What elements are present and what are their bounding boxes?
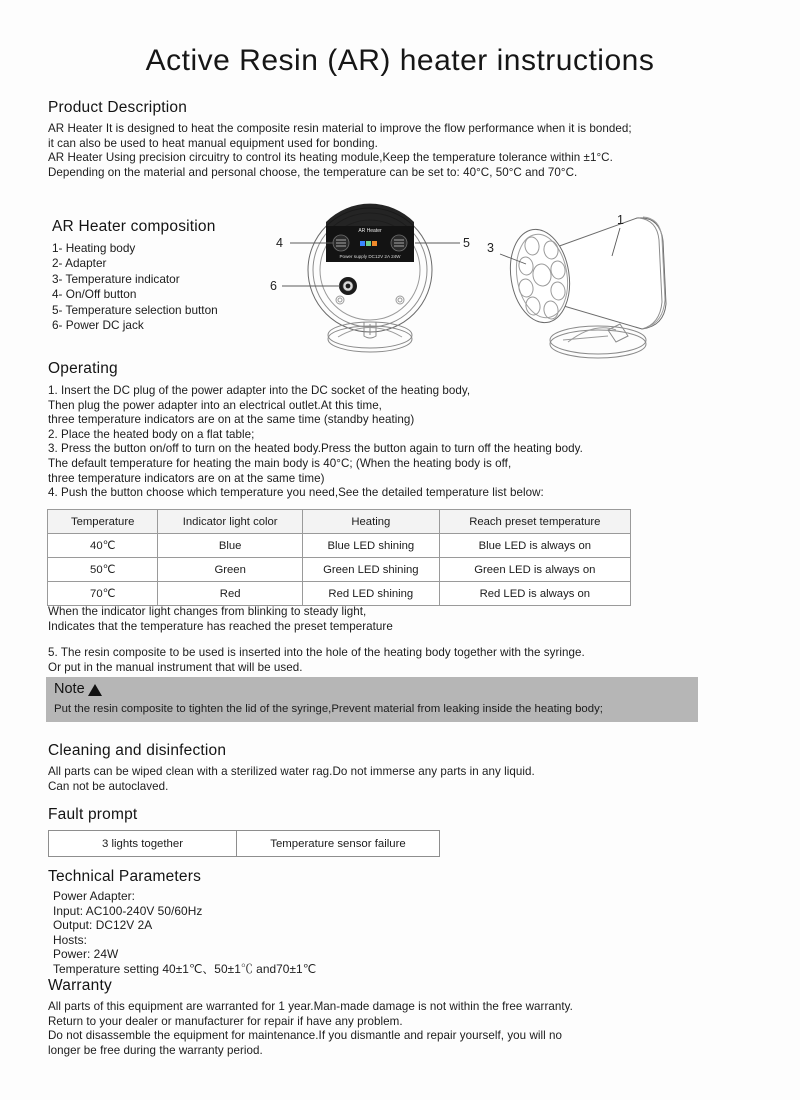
list-item: 4- On/Off button bbox=[52, 287, 137, 302]
note-body-text: Put the resin composite to tighten the lid of the syringe,Prevent material from leaking inside the heating body; bbox=[54, 703, 603, 715]
list-item: 1- Heating body bbox=[52, 241, 136, 255]
panel-brand-label: AR Heater bbox=[358, 228, 382, 234]
section-cleaning-and-disinfection bbox=[48, 742, 748, 794]
cell-fault-cause: Temperature sensor failure bbox=[237, 831, 440, 857]
callout-label-1: 1 bbox=[617, 213, 624, 227]
text-line: Hosts: bbox=[53, 932, 87, 947]
fault-prompt-table bbox=[48, 830, 440, 857]
product-diagram bbox=[268, 196, 698, 362]
warning-triangle-icon bbox=[88, 684, 102, 696]
cell-heating: Green LED shining bbox=[303, 558, 440, 582]
text-line: Input: AC100-240V 50/60Hz bbox=[53, 903, 203, 918]
table-row bbox=[48, 534, 631, 558]
text-line: 4. Push the button choose which temperature you need,See the detailed temperature list below: bbox=[48, 486, 544, 500]
technical-heading: Technical Parameters bbox=[48, 868, 202, 885]
text-line: Power Adapter: bbox=[53, 889, 136, 903]
on-off-button[interactable] bbox=[333, 235, 349, 251]
column-header-heating: Heating bbox=[303, 510, 440, 534]
technical-text bbox=[48, 889, 748, 977]
temperature-selection-button[interactable] bbox=[391, 235, 407, 251]
cell-reach-preset: Red LED is always on bbox=[439, 582, 630, 606]
product-description-text bbox=[48, 122, 758, 180]
text-line: Do not disassemble the equipment for maintenance.If you dismantle and repair yourself, you will no bbox=[48, 1029, 563, 1043]
section-warranty bbox=[48, 977, 748, 1058]
cleaning-heading: Cleaning and disinfection bbox=[48, 742, 227, 759]
composition-heading: AR Heater composition bbox=[52, 218, 216, 235]
text-line: Return to your dealer or manufacturer for repair if have any problem. bbox=[48, 1014, 403, 1028]
table-header-row bbox=[48, 510, 631, 534]
text-line: longer be free during the warranty period. bbox=[48, 1043, 263, 1057]
text-line: 2. Place the heated body on a flat table; bbox=[48, 427, 255, 441]
text-line: it can also be used to heat manual equipment used for bonding. bbox=[48, 136, 378, 150]
cell-indicator-color: Green bbox=[158, 558, 303, 582]
text-line: 3. Press the button on/off to turn on the heated body.Press the button again to turn off the heating body. bbox=[48, 442, 583, 456]
cell-reach-preset: Green LED is always on bbox=[439, 558, 630, 582]
table-row bbox=[49, 831, 440, 857]
text-line: The default temperature for heating the main body is 40°C; (When the heating body is off, bbox=[48, 456, 512, 470]
callout-label-5: 5 bbox=[463, 236, 470, 250]
list-item: 6- Power DC jack bbox=[52, 318, 144, 333]
cell-temperature: 50℃ bbox=[48, 558, 158, 582]
note-callout-box bbox=[46, 677, 698, 722]
column-header-temperature: Temperature bbox=[48, 510, 158, 534]
operating-heading: Operating bbox=[48, 360, 118, 377]
table-row bbox=[48, 558, 631, 582]
cell-heating: Red LED shining bbox=[303, 582, 440, 606]
cell-fault-symptom: 3 lights together bbox=[49, 831, 237, 857]
temperature-settings-table bbox=[47, 509, 631, 606]
note-heading-label: Note bbox=[54, 681, 85, 697]
cell-heating: Blue LED shining bbox=[303, 534, 440, 558]
text-line: Output: DC12V 2A bbox=[53, 918, 153, 933]
cleaning-text bbox=[48, 765, 748, 794]
section-fault-prompt bbox=[48, 806, 748, 857]
cell-temperature: 40℃ bbox=[48, 534, 158, 558]
operating-text bbox=[48, 384, 748, 501]
warranty-heading: Warranty bbox=[48, 977, 112, 994]
text-line: All parts can be wiped clean with a sterilized water rag.Do not immerse any parts in any liquid. bbox=[48, 765, 535, 778]
cell-temperature: 70℃ bbox=[48, 582, 158, 606]
panel-power-label: Power supply DC12V 2A 24W bbox=[339, 254, 401, 259]
product-description-heading: Product Description bbox=[48, 99, 188, 116]
device-rear-panel bbox=[326, 204, 414, 262]
text-line: When the indicator light changes from blinking to steady light, bbox=[48, 605, 367, 618]
text-line: Then plug the power adapter into an electrical outlet.At this time, bbox=[48, 398, 382, 412]
indicator-light-explanation bbox=[48, 605, 748, 634]
cell-reach-preset: Blue LED is always on bbox=[439, 534, 630, 558]
cell-indicator-color: Red bbox=[158, 582, 303, 606]
composition-list bbox=[52, 241, 302, 333]
text-line: three temperature indicators are on at the same time (standby heating) bbox=[48, 413, 415, 427]
text-line: Indicates that the temperature has reached the preset temperature bbox=[48, 619, 393, 633]
note-heading-row bbox=[54, 681, 690, 697]
section-product-description bbox=[48, 99, 758, 180]
list-item: 5- Temperature selection button bbox=[52, 302, 218, 317]
text-line: 5. The resin composite to be used is inserted into the hole of the heating body together with the syringe. bbox=[48, 646, 585, 659]
callout-label-4: 4 bbox=[276, 236, 283, 250]
page-title: Active Resin (AR) heater instructions bbox=[145, 44, 655, 77]
section-operating bbox=[48, 360, 748, 501]
text-line: AR Heater Using precision circuitry to control its heating module,Keep the temperature tolerance within ±1°C. bbox=[48, 151, 613, 165]
text-line: Or put in the manual instrument that will be used. bbox=[48, 660, 303, 674]
list-item: 2- Adapter bbox=[52, 256, 107, 271]
callout-label-6: 6 bbox=[270, 279, 277, 293]
fault-prompt-heading: Fault prompt bbox=[48, 806, 138, 823]
section-technical-parameters bbox=[48, 868, 748, 977]
table-row bbox=[48, 582, 631, 606]
text-line: 1. Insert the DC plug of the power adapter into the DC socket of the heating body, bbox=[48, 384, 471, 397]
text-line: Can not be autoclaved. bbox=[48, 779, 169, 793]
list-item: 3- Temperature indicator bbox=[52, 271, 180, 286]
text-line: All parts of this equipment are warranted for 1 year.Man-made damage is not within the free warranty. bbox=[48, 1000, 573, 1013]
power-dc-jack bbox=[339, 277, 357, 295]
text-line: Temperature setting 40±1℃、50±1℃ and70±1℃ bbox=[53, 961, 317, 976]
text-line: three temperature indicators are on at the same time) bbox=[48, 471, 325, 485]
cell-indicator-color: Blue bbox=[158, 534, 303, 558]
section-ar-heater-composition bbox=[52, 218, 302, 333]
temperature-indicator-leds bbox=[360, 241, 377, 246]
operating-step-5 bbox=[48, 646, 748, 675]
warranty-text bbox=[48, 1000, 748, 1058]
column-header-indicator-color: Indicator light color bbox=[158, 510, 303, 534]
column-header-reach-preset: Reach preset temperature bbox=[439, 510, 630, 534]
callout-label-3: 3 bbox=[487, 241, 494, 255]
text-line: AR Heater It is designed to heat the composite resin material to improve the flow performance when it is bonded; bbox=[48, 122, 632, 135]
text-line: Depending on the material and personal choose, the temperature can be set to: 40°C, 50°C and 70°C. bbox=[48, 165, 578, 179]
text-line: Power: 24W bbox=[53, 947, 119, 962]
